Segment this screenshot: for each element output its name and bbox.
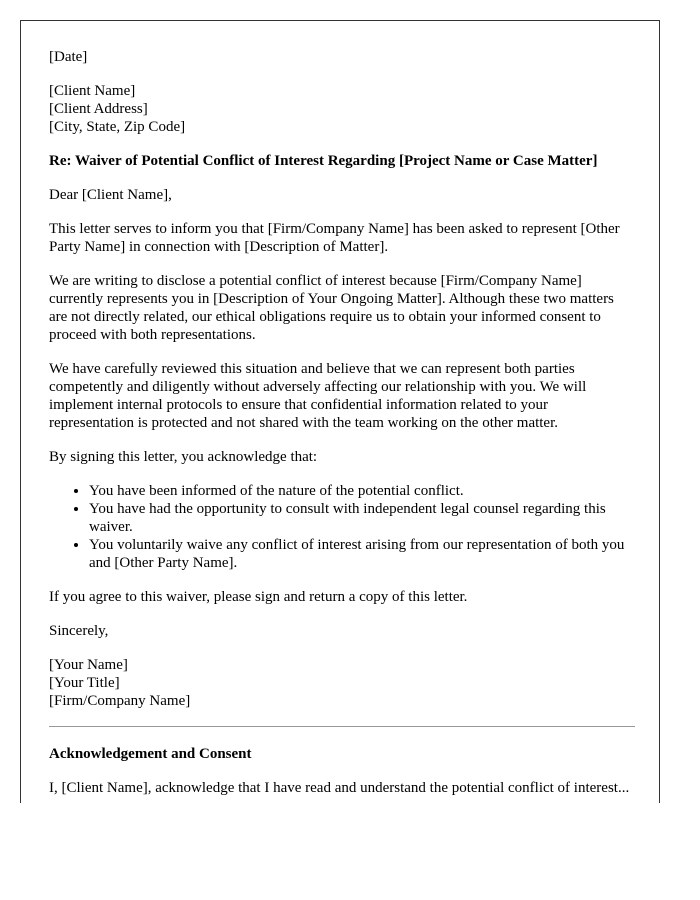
divider — [49, 726, 635, 727]
acknowledgement-list — [49, 482, 635, 572]
recipient-name: [Client Name] — [49, 83, 136, 99]
salutation: Dear [Client Name], — [49, 187, 172, 203]
signer-title: [Your Title] — [49, 675, 120, 691]
paragraph: By signing this letter, you acknowledge that: — [49, 449, 318, 465]
acknowledgement-text: I, [Client Name], acknowledge that I have read and understand the potential conflict of interest... — [49, 780, 630, 796]
recipient-city: [City, State, Zip Code] — [49, 119, 186, 135]
letter-page — [20, 20, 660, 803]
paragraph: This letter serves to inform you that [Firm/Company Name] has been asked to represent [Other Party Name] in connection with [Description of Matter]. — [49, 221, 620, 255]
recipient-street: [Client Address] — [49, 101, 148, 117]
letter-date: [Date] — [49, 49, 88, 65]
closing: Sincerely, — [49, 623, 109, 639]
signature-block — [49, 656, 635, 710]
acknowledgement-heading: Acknowledgement and Consent — [49, 746, 252, 762]
letter-body — [49, 48, 635, 803]
signer-firm: [Firm/Company Name] — [49, 693, 191, 709]
subject-line: Re: Waiver of Potential Conflict of Interest Regarding [Project Name or Case Matter] — [49, 153, 598, 169]
signer-name: [Your Name] — [49, 657, 128, 673]
list-item: • You voluntarily waive any conflict of interest arising from our representation of both you and [Other Party Name]. — [89, 536, 635, 572]
list-item: • You have been informed of the nature of the potential conflict. — [89, 482, 635, 500]
closing-paragraph: If you agree to this waiver, please sign and return a copy of this letter. — [49, 589, 468, 605]
paragraph: We are writing to disclose a potential conflict of interest because [Firm/Company Name] currently represents you in [Description of Your Ongoing Matter]. Although these two matters are not directly related, our ethical obligations require us to obtain your informed consent to proceed with both representations. — [49, 273, 614, 343]
paragraph: We have carefully reviewed this situation and believe that we can represent both parties competently and diligently without adversely affecting our relationship with you. We will implement internal protocols to ensure that confidential information related to your representation is protected and not shared with the team working on the other matter. — [49, 361, 587, 431]
recipient-address — [49, 82, 635, 136]
list-item: • You have had the opportunity to consult with independent legal counsel regarding this waiver. — [89, 500, 635, 536]
